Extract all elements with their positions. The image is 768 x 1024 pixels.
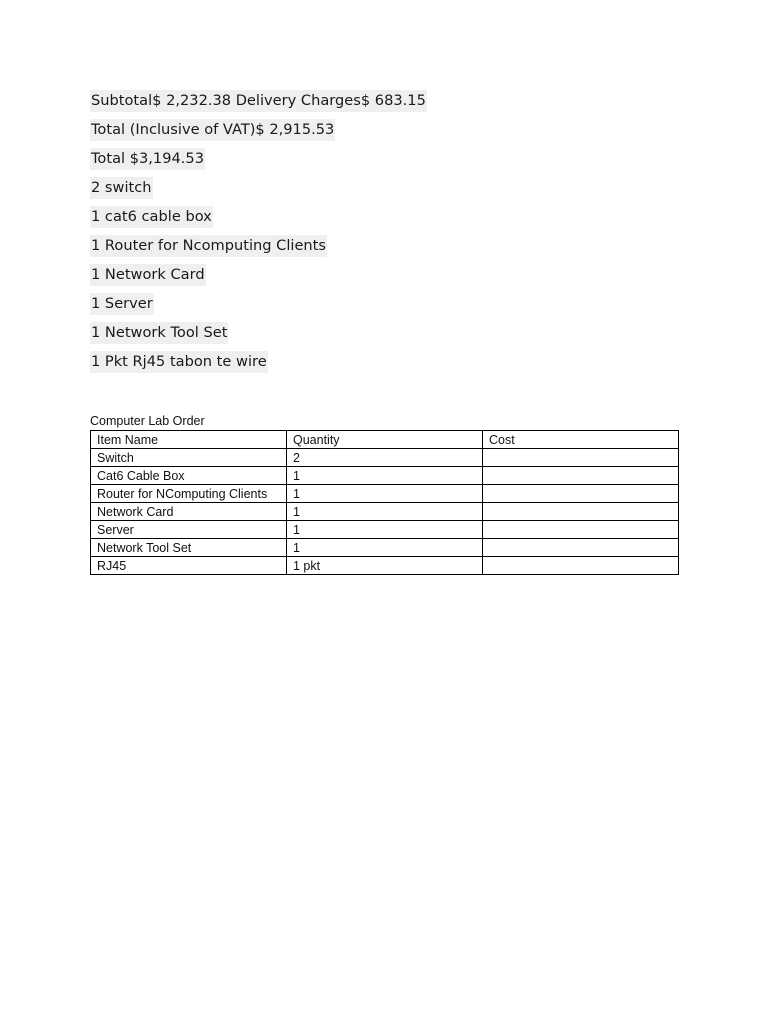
summary-line-item <box>90 177 427 206</box>
cell-quantity: 1 <box>287 485 483 503</box>
cell-cost <box>483 557 679 575</box>
table-row <box>91 539 679 557</box>
header-item-name: Item Name <box>91 431 287 449</box>
cell-item-name: Cat6 Cable Box <box>91 467 287 485</box>
table-header-row <box>91 431 679 449</box>
cell-item-name: RJ45 <box>91 557 287 575</box>
cell-cost <box>483 467 679 485</box>
cell-item-name: Network Tool Set <box>91 539 287 557</box>
summary-line-total <box>90 148 427 177</box>
summary-lines <box>90 90 427 380</box>
table-caption: Computer Lab Order <box>90 414 205 428</box>
cell-cost <box>483 449 679 467</box>
summary-line-item <box>90 351 427 380</box>
cell-item-name: Switch <box>91 449 287 467</box>
summary-text: 2 switch <box>90 177 153 199</box>
header-cost: Cost <box>483 431 679 449</box>
summary-line-item <box>90 235 427 264</box>
cell-quantity: 1 <box>287 503 483 521</box>
summary-text: 1 Server <box>90 293 154 315</box>
cell-item-name: Server <box>91 521 287 539</box>
summary-line-item <box>90 322 427 351</box>
table-row <box>91 521 679 539</box>
cell-quantity: 2 <box>287 449 483 467</box>
cell-quantity: 1 <box>287 521 483 539</box>
table-row <box>91 467 679 485</box>
summary-text: 1 Network Tool Set <box>90 322 228 344</box>
table-row <box>91 557 679 575</box>
summary-text: 1 Pkt Rj45 tabon te wire <box>90 351 268 373</box>
cell-cost <box>483 539 679 557</box>
cell-cost <box>483 503 679 521</box>
summary-text: 1 Network Card <box>90 264 206 286</box>
summary-line-total-vat <box>90 119 427 148</box>
table-row <box>91 449 679 467</box>
cell-item-name: Network Card <box>91 503 287 521</box>
cell-cost <box>483 485 679 503</box>
summary-text: Subtotal$ 2,232.38 Delivery Charges$ 683.15 <box>90 90 427 112</box>
cell-cost <box>483 521 679 539</box>
cell-item-name: Router for NComputing Clients <box>91 485 287 503</box>
cell-quantity: 1 <box>287 539 483 557</box>
summary-line-subtotal <box>90 90 427 119</box>
order-table <box>90 430 679 575</box>
summary-text: 1 cat6 cable box <box>90 206 213 228</box>
summary-line-item <box>90 206 427 235</box>
header-quantity: Quantity <box>287 431 483 449</box>
summary-text: Total (Inclusive of VAT)$ 2,915.53 <box>90 119 335 141</box>
cell-quantity: 1 <box>287 467 483 485</box>
table-row <box>91 503 679 521</box>
summary-text: Total $3,194.53 <box>90 148 205 170</box>
summary-text: 1 Router for Ncomputing Clients <box>90 235 327 257</box>
table-row <box>91 485 679 503</box>
summary-line-item <box>90 293 427 322</box>
summary-line-item <box>90 264 427 293</box>
cell-quantity: 1 pkt <box>287 557 483 575</box>
